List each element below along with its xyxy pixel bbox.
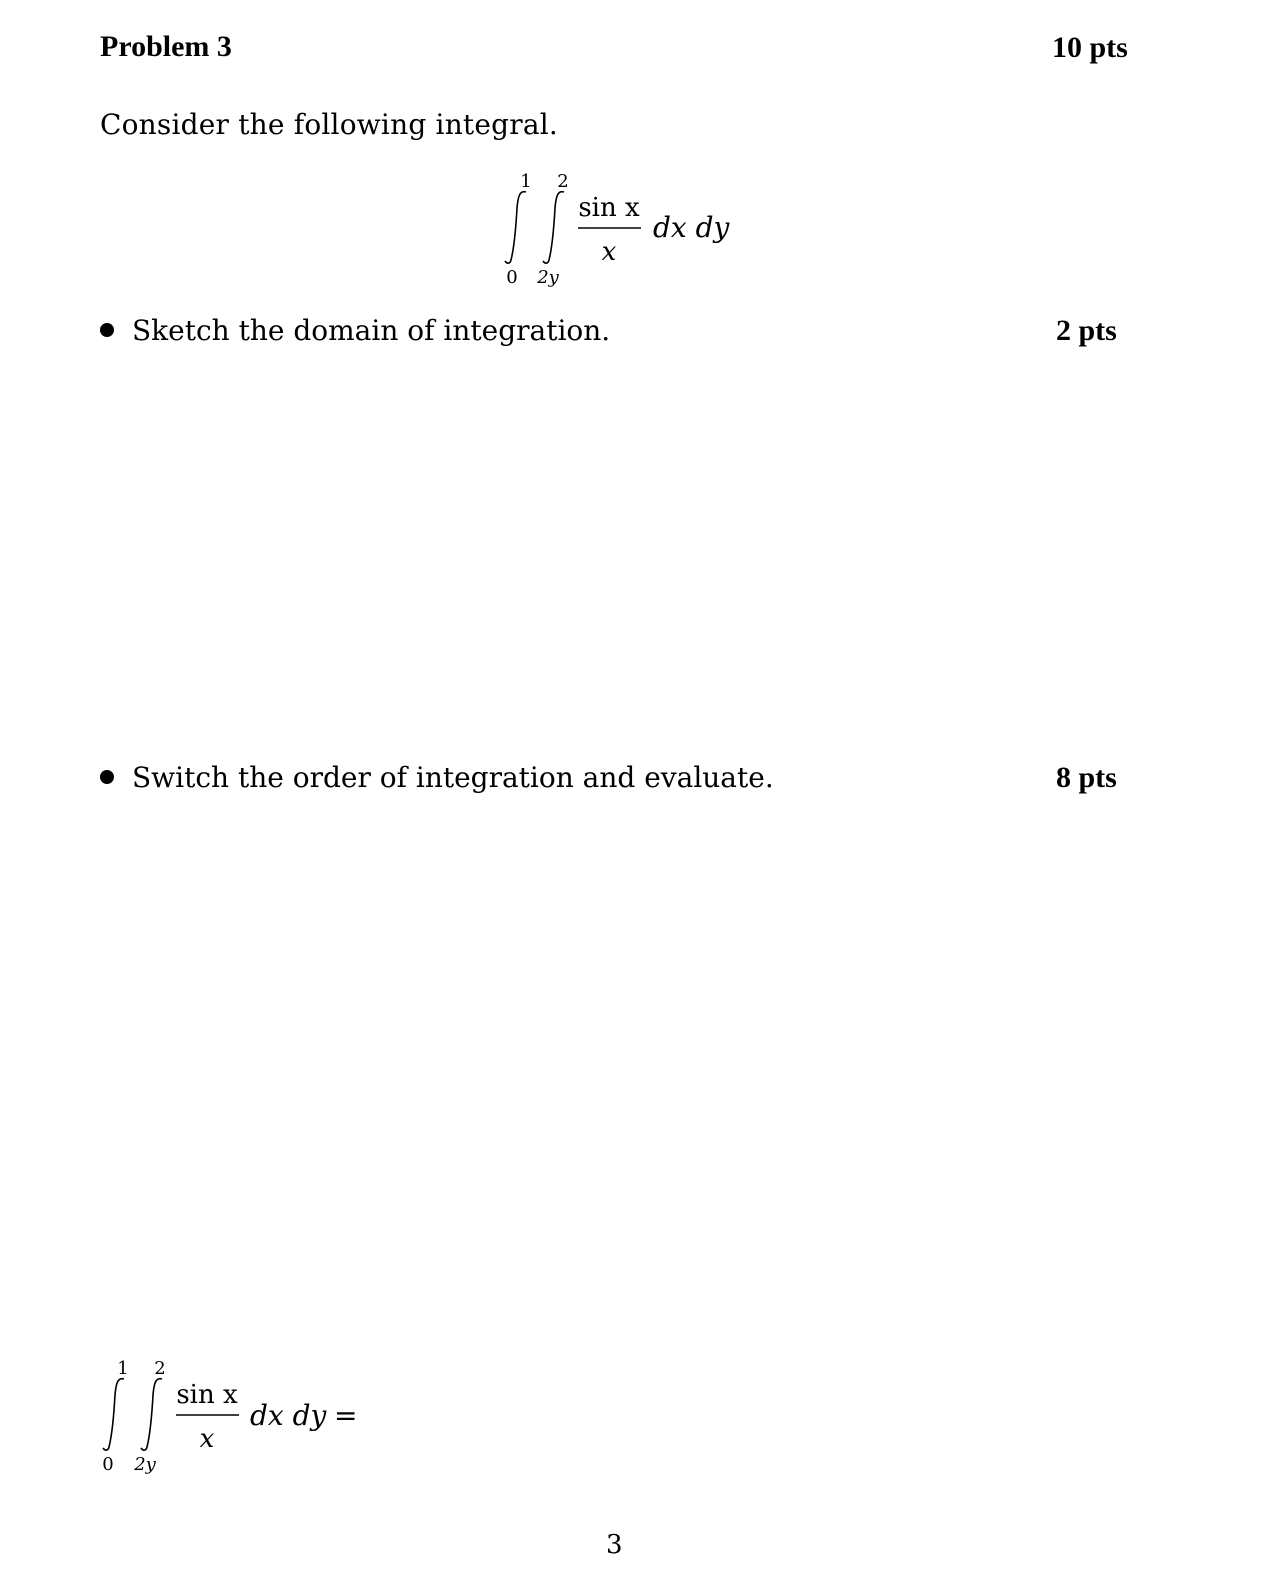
- inner-upper-limit: 2: [154, 1358, 166, 1379]
- part-2: [100, 761, 774, 794]
- part-1-text: Sketch the domain of integration.: [132, 314, 611, 347]
- bullet-icon: [100, 770, 114, 784]
- inner-integral-sign: [141, 1379, 162, 1451]
- part-1-points: 2 pts: [1056, 314, 1117, 347]
- problem-title: Problem 3: [100, 30, 232, 63]
- outer-lower-limit: 0: [102, 1454, 114, 1475]
- answer-integral-formula: [96, 1355, 376, 1475]
- integrand-numerator: sin x: [176, 1380, 238, 1410]
- outer-upper-limit: 1: [520, 171, 532, 192]
- integrand-denominator: x: [601, 237, 617, 267]
- page-number: 3: [606, 1530, 623, 1560]
- part-2-points: 8 pts: [1056, 761, 1117, 794]
- inner-lower-limit: 2y: [537, 267, 559, 288]
- inner-integral-sign: [543, 192, 564, 264]
- part-1: [100, 314, 610, 347]
- inner-upper-limit: 2: [557, 171, 569, 192]
- bullet-icon: [100, 323, 114, 337]
- outer-integral-sign: [505, 192, 526, 264]
- integral-differentials: dx dy: [250, 1399, 327, 1432]
- outer-integral-sign: [103, 1379, 124, 1451]
- total-points: 10 pts: [1052, 31, 1128, 64]
- inner-lower-limit: 2y: [134, 1454, 156, 1475]
- integral-display: [498, 168, 738, 288]
- integrand-denominator: x: [199, 1424, 215, 1454]
- integral-formula: [498, 168, 738, 288]
- outer-upper-limit: 1: [117, 1358, 129, 1379]
- answer-integral: [96, 1355, 376, 1475]
- outer-lower-limit: 0: [506, 267, 518, 288]
- integral-differentials: dx dy: [653, 211, 730, 244]
- equals-sign: =: [334, 1399, 358, 1432]
- integrand-numerator: sin x: [578, 193, 640, 223]
- intro-text: Consider the following integral.: [100, 108, 559, 141]
- part-2-text: Switch the order of integration and evaluate.: [132, 761, 774, 794]
